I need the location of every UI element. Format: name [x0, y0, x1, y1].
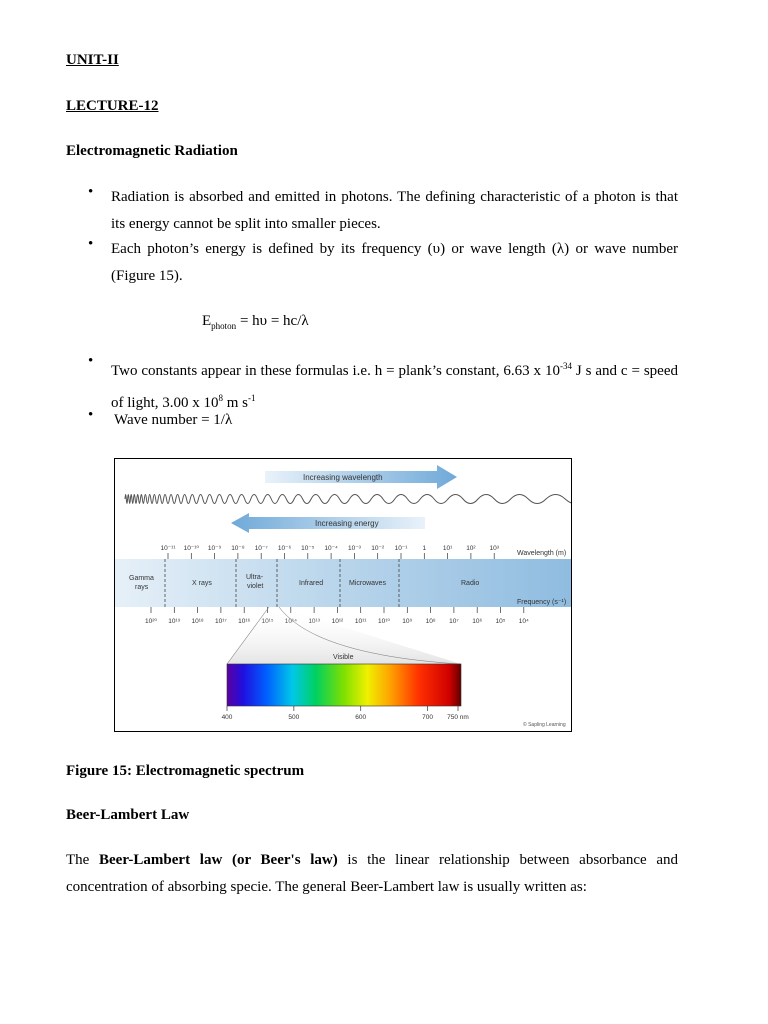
visible-tick-label: 400	[221, 714, 233, 721]
wavelength-tick-label: 10⁻¹⁰	[183, 545, 200, 552]
visible-tick-label: 750 nm	[447, 714, 469, 721]
beer-lambert-paragraph: The Beer-Lambert law (or Beer's law) is the linear relationship between absorbance and concentration of absorbing specie. The general Beer-Lambert law is usually written as:	[66, 852, 678, 895]
section-title: Electromagnetic Radiation	[66, 143, 238, 159]
wavelength-tick-label: 1	[422, 545, 427, 552]
bullet-energy-text: Each photon’s energy is defined by its frequency (υ) or wave length (λ) or wave number (Figure 15).	[111, 241, 678, 284]
frequency-tick-label: 10¹⁰	[377, 618, 391, 625]
frequency-tick-label: 10¹⁸	[191, 618, 204, 625]
frequency-axis-label: Frequency (s⁻¹)	[517, 599, 567, 606]
wavelength-tick-label: 10¹	[442, 545, 453, 552]
wavelength-tick-label: 10²	[466, 545, 476, 552]
frequency-tick-label: 10⁹	[402, 618, 413, 625]
region-radio-label: Radio	[461, 580, 480, 587]
visible-label: Visible	[333, 654, 354, 661]
wavelength-tick-label: 10⁻⁹	[207, 545, 222, 552]
figure-caption: Figure 15: Electromagnetic spectrum	[66, 763, 305, 779]
em-spectrum-figure	[114, 458, 572, 732]
figure-credit: © Sapling Learning	[523, 722, 566, 728]
wavelength-tick-label: 10³	[489, 545, 499, 552]
wavelength-tick-label: 10⁻²	[371, 545, 385, 552]
bullet-dot: •	[88, 236, 94, 252]
wavelength-tick-label: 10⁻¹	[394, 545, 408, 552]
increasing-energy-label: Increasing energy	[315, 519, 379, 528]
region-microwaves-label: Microwaves	[349, 580, 386, 587]
bullet-dot: •	[88, 407, 94, 423]
region-gamma-label-2: rays	[135, 584, 149, 591]
region-infrared-label: Infrared	[299, 580, 324, 587]
bullet-dot: •	[88, 353, 94, 369]
region-uv-label-2: violet	[247, 583, 264, 590]
frequency-tick-label: 10⁸	[425, 618, 436, 625]
wavelength-tick-label: 10⁻¹¹	[160, 545, 176, 552]
wavelength-tick-label: 10⁻⁸	[231, 545, 245, 552]
frequency-tick-label: 10¹⁶	[238, 618, 251, 625]
wavelength-tick-label: 10⁻⁵	[301, 545, 315, 552]
wave-icon	[125, 495, 571, 504]
frequency-tick-label: 10⁵	[495, 618, 506, 625]
region-uv-label: Ultra-	[246, 574, 264, 581]
frequency-tick-label: 10⁷	[449, 618, 459, 625]
visible-tick-label: 500	[288, 714, 300, 721]
photon-energy-equation: $E_{photon} = h\upsilon = hc/\lambda$	[202, 313, 309, 331]
spectrum-band	[115, 559, 571, 607]
visible-tick-label: 600	[355, 714, 367, 721]
bullet-photon-text: Radiation is absorbed and emitted in photons. The defining characteristic of a photon is that its energy cannot be split into smaller pieces.	[111, 189, 678, 232]
frequency-tick-label: 10¹¹	[354, 618, 367, 625]
wavelength-tick-label: 10⁻⁶	[277, 545, 292, 552]
beer-lambert-heading: Beer-Lambert Law	[66, 807, 190, 823]
bullet-constants-text: Two constants appear in these formulas i.e. h = plank’s constant, 6.63 x $10^{-34}$ J s and c = speed of light, 3.00 x $10^8$ m $s^{-1}$	[111, 361, 678, 411]
visible-spectrum-bar	[227, 664, 461, 706]
bullet-wavenumber-text: Wave number = 1/λ	[114, 412, 233, 428]
wavelength-tick-label: 10⁻³	[347, 545, 361, 552]
lecture-heading: LECTURE-12	[66, 98, 159, 114]
wavelength-tick-label: 10⁻⁷	[254, 545, 268, 552]
wavelength-tick-group	[161, 545, 500, 559]
visible-tick-label: 700	[422, 714, 434, 721]
unit-heading: UNIT-II	[66, 52, 119, 68]
frequency-tick-group	[145, 607, 529, 625]
increasing-wavelength-label: Increasing wavelength	[303, 473, 383, 482]
frequency-tick-label: 10²⁰	[144, 618, 158, 625]
wavelength-tick-label: 10⁻⁴	[324, 545, 338, 552]
frequency-tick-label: 10⁴	[518, 618, 529, 625]
wavelength-axis-label: Wavelength (m)	[517, 550, 567, 557]
bullet-dot: •	[88, 184, 94, 200]
region-gamma-label: Gamma	[129, 575, 154, 582]
region-xrays-label: X rays	[192, 580, 212, 587]
frequency-tick-label: 10¹⁹	[168, 618, 181, 625]
frequency-tick-label: 10⁶	[472, 618, 483, 625]
frequency-tick-label: 10¹²	[331, 618, 344, 625]
frequency-tick-label: 10¹⁷	[215, 618, 227, 625]
visible-tick-group	[222, 706, 469, 721]
